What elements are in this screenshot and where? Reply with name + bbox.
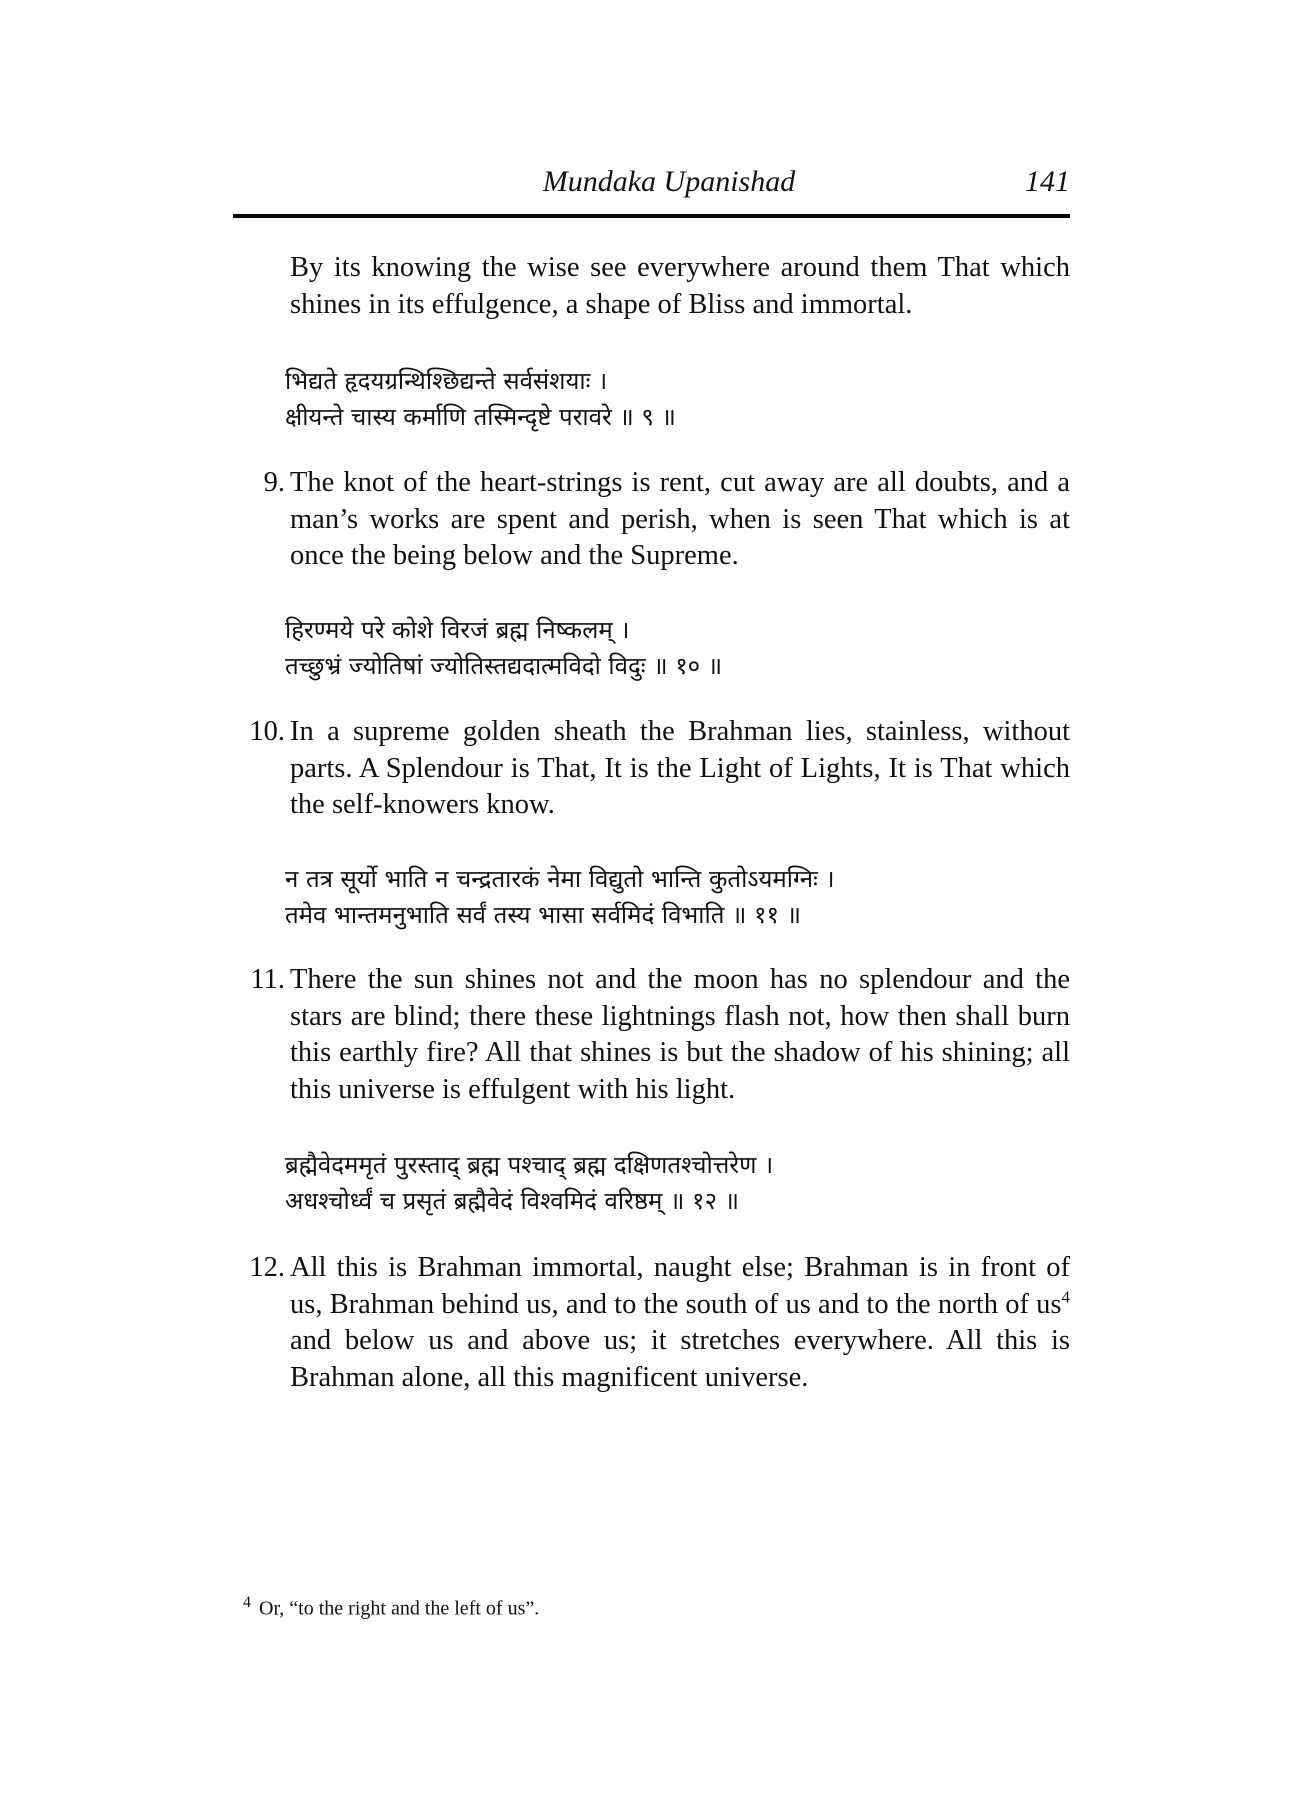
verse-translation: In a supreme golden sheath the Brahman lies, stainless, without parts. A Splendour is That, It is the Light of Lights, It is That which the self-knowers know. bbox=[290, 716, 1070, 820]
sanskrit-line: ब्रह्मैवेदममृतं पुरस्ताद् ब्रह्म पश्चाद् ब्रह्म दक्षिणतश्चोत्तरेण । bbox=[285, 1151, 774, 1179]
sanskrit-line: तच्छुभ्रं ज्योतिषां ज्योतिस्तद्यदात्मविदो विदुः ॥ १० ॥ bbox=[285, 652, 723, 680]
footnote-text: Or, “to the right and the left of us”. bbox=[259, 1597, 540, 1620]
sanskrit-line: हिरण्मये परे कोशे विरजं ब्रह्म निष्कलम् । bbox=[285, 616, 630, 644]
translation-part: and below us and above us; it stretches everywhere. All this is Brahman alone, all this magnificent universe. bbox=[290, 1325, 1070, 1393]
running-title: Mundaka Upanishad bbox=[542, 165, 796, 198]
verse-number: 10. bbox=[249, 716, 285, 747]
sanskrit-line: क्षीयन्ते चास्य कर्माणि तस्मिन्दृष्टे परावरे ॥ ९ ॥ bbox=[285, 403, 676, 431]
sanskrit-verse-9 bbox=[285, 363, 1085, 435]
footnote-reference[interactable]: 4 bbox=[1061, 1287, 1070, 1306]
footnote-mark: 4 bbox=[243, 1594, 251, 1611]
sanskrit-line: अधश्चोर्ध्वं च प्रसृतं ब्रह्मैवेदं विश्वमिदं वरिष्ठम् ॥ १२ ॥ bbox=[285, 1187, 739, 1215]
sanskrit-line: भिद्यते हृदयग्रन्थिश्छिद्यन्ते सर्वसंशयाः । bbox=[285, 367, 608, 395]
running-header bbox=[268, 165, 1070, 205]
verse-number: 12. bbox=[249, 1252, 285, 1283]
verse-translation bbox=[290, 1250, 1070, 1396]
sanskrit-verse-10 bbox=[285, 612, 1085, 684]
verse-translation: The knot of the heart-strings is rent, cut away are all doubts, and a man’s works are spent and perish, when is seen That which is at once the being below and the Supreme. bbox=[290, 467, 1070, 571]
sanskrit-line: तमेव भान्तमनुभाति सर्वं तस्य भासा सर्वमिदं विभाति ॥ ११ ॥ bbox=[285, 901, 802, 929]
sanskrit-verse-12 bbox=[285, 1147, 1085, 1219]
page-number: 141 bbox=[1025, 165, 1070, 198]
verse-number: 11. bbox=[250, 964, 285, 995]
translation-part: All this is Brahman immortal, naught else; Brahman is in front of us, Brahman behind us, and to the south of us and to the north of us bbox=[290, 1252, 1070, 1320]
sanskrit-line: न तत्र सूर्यो भाति न चन्द्रतारकं नेमा विद्युतो भान्ति कुतोऽयमग्निः । bbox=[285, 865, 835, 893]
sanskrit-verse-11 bbox=[285, 861, 1085, 933]
header-rule bbox=[233, 214, 1070, 218]
verse-number: 9. bbox=[263, 467, 285, 498]
verse-translation: There the sun shines not and the moon has no splendour and the stars are blind; there these lightnings flash not, how then shall burn this earthly fire? All that shines is but the shadow of his shining; all this universe is effulgent with his light. bbox=[290, 964, 1070, 1105]
footnote bbox=[243, 1590, 539, 1622]
opening-paragraph: By its knowing the wise see everywhere around them That which shines in its effulgence, a shape of Bliss and immortal. bbox=[290, 252, 1070, 320]
